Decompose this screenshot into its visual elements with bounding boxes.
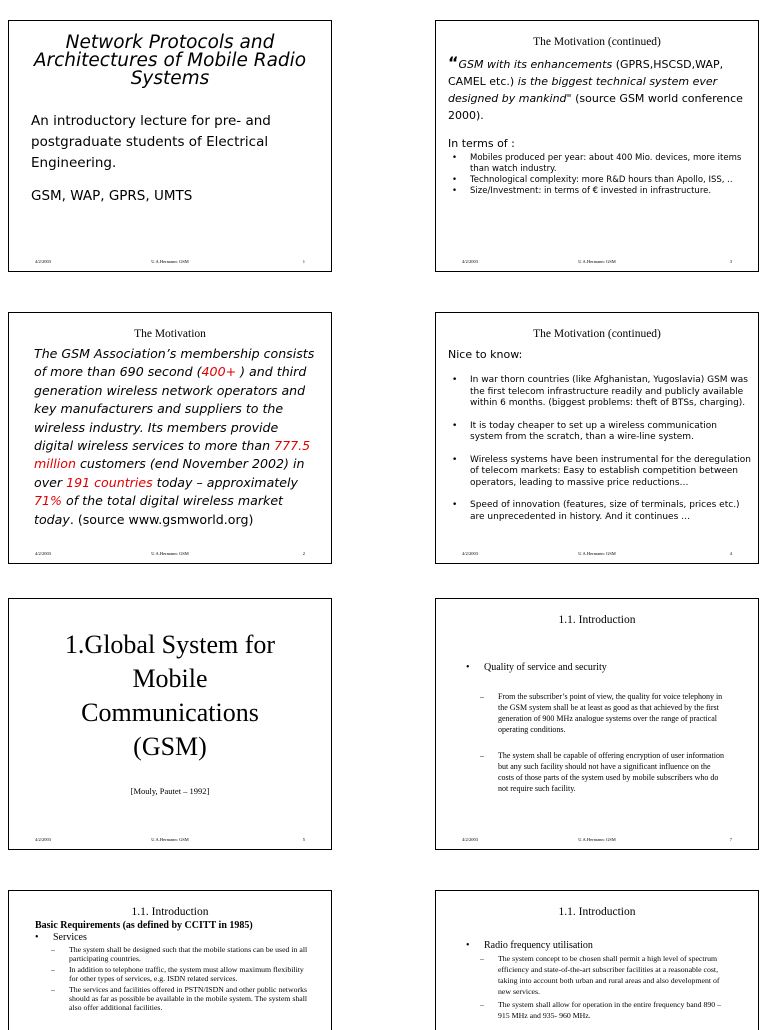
slide-title: The Motivation (continued) (533, 328, 661, 340)
list-item: • Mobiles produced per year: about 400 Mio. devices, more items than watch industry. (448, 153, 744, 175)
highlight-customers: 777.5 million (34, 438, 311, 472)
list-item: • Wireless systems have been instrumental for the deregulation of telecom markets: Easy to establish competition between operators, leading to massive price reductions… (448, 455, 752, 490)
sub-item: – The system shall allow for operation in the entire frequency band 890 – 915 MHz and 935- 960 MHz. (476, 999, 728, 1021)
slide-title: Network Protocols and Architectures of Mobile Radio Systems (33, 32, 307, 89)
slide-number: 1 (302, 259, 305, 264)
slide-title: 1.1. Introduction (558, 614, 636, 626)
slide-1 (8, 20, 332, 272)
slide-title: 1.1. Introduction (131, 906, 209, 918)
terms-label: In terms of : (448, 137, 515, 150)
intro-text: Nice to know: (448, 348, 523, 361)
list-item: • Quality of service and security (462, 662, 746, 673)
bullet-list (448, 153, 744, 197)
slide-footer (436, 837, 758, 845)
slide-number: 3 (729, 259, 732, 264)
footer-author: U.A.Hermann: GSM (151, 837, 189, 842)
slide-number: 5 (302, 837, 305, 842)
sub-list (476, 953, 728, 1021)
text-run: today – approximately (152, 474, 298, 490)
list-item: • It is today cheaper to set up a wireless communication system from the scratch, than a wire-line system. (448, 421, 752, 444)
slide-body (34, 345, 321, 529)
slide-4 (435, 312, 759, 564)
slide-footer (436, 551, 758, 559)
footer-date: 4/2/2003 (35, 837, 52, 842)
quote-part: (GPRS,HSCSD,WAP, CAMEL etc.) (448, 58, 724, 88)
slide-title: The Motivation (continued) (533, 36, 661, 48)
section-heading: Basic Requirements (as defined by CCITT in 1985) (35, 920, 253, 931)
list-item: • Services (31, 932, 321, 943)
sub-item: – The system shall be designed such that the mobile stations can be used in all participating countries. (47, 945, 313, 963)
sub-item: – The system shall be capable of offering encryption of user information but any such facility should not have a significant influence on the costs of those parts of the system used by mobile subscribers who do not require such facility. (476, 750, 728, 794)
list-item: • In war thorn countries (like Afghanistan, Yugoslavia) GSM was the first telecom infrastructure readily and publicly available within 6 months. (biggest problems: theft of BTSs, charging). (448, 375, 752, 410)
slide-radio-frequency (435, 890, 759, 1030)
sub-item: – The services and facilities offered in PSTN/ISDN and other public networks should as far as possible be available in the mobile system. The system shall also offer additional facilities. (47, 985, 313, 1012)
slide-5 (8, 598, 332, 850)
slide-footer (436, 259, 758, 267)
sub-item: – In addition to telephone traffic, the system must allow maximum flexibility for other types of services, e.g. ISDN related services. (47, 965, 313, 983)
slide-7 (435, 598, 759, 850)
sub-list (476, 691, 728, 794)
text-run: of the total digital wireless market today (34, 493, 283, 527)
footer-author: U.A.Hermann: GSM (578, 837, 616, 842)
slide-quote (448, 54, 744, 124)
list-item: • Technological complexity: more R&D hours than Apollo, ISS, .. (448, 175, 744, 186)
list-item: • Speed of innovation (features, size of terminals, prices etc.) are unprecedented in history. And it continues … (448, 500, 752, 523)
highlight-countries: 191 countries (66, 474, 153, 490)
footer-date: 4/2/2003 (462, 259, 479, 264)
sub-item: – The system concept to be chosen shall permit a high level of spectrum efficiency and state-of-the-art subscriber facilities at a reasonable cost, taking into account both urban and rural areas and also development of new services. (476, 953, 728, 997)
footer-date: 4/2/2003 (35, 551, 52, 556)
quote-part: GSM with its enhancements (458, 58, 616, 71)
quote-mark: “ (448, 53, 459, 72)
highlight-market-share: 71% (34, 493, 62, 509)
footer-author: U.A.Hermann: GSM (578, 259, 616, 264)
reference: [Mouly, Pautet – 1992] (130, 786, 210, 796)
footer-date: 4/2/2003 (35, 259, 52, 264)
slide-number: 2 (302, 551, 305, 556)
highlight-member-count: 400+ (201, 364, 237, 380)
slide-number: 4 (729, 551, 732, 556)
slide-basic-requirements (8, 890, 332, 1030)
bullet-list (31, 932, 321, 943)
list-item: • Size/Investment: in terms of € invested in infrastructure. (448, 186, 744, 197)
slide-body: An introductory lecture for pre- and postgraduate students of Electrical Engineering. (31, 113, 271, 171)
text-run: The GSM Association’s membership consists of more than 690 second ( (34, 346, 315, 380)
footer-date: 4/2/2003 (462, 837, 479, 842)
sub-item: – From the subscriber’s point of view, the quality for voice telephony in the GSM system shall be at least as good as that achieved by the first generation of 900 MHz analogue systems over the range of practical operating conditions. (476, 691, 728, 735)
text-run: ) and third generation wireless network operators and key manufacturers and suppliers to the wireless industry. Its members provide digital wireless services to more than (34, 364, 307, 454)
slide-2 (8, 312, 332, 564)
source-note: . (source www.gsmworld.org) (69, 511, 254, 527)
slide-footer (9, 551, 331, 559)
quote-part: is the biggest technical system ever designed by mankind (448, 75, 718, 105)
slide-body-keywords: GSM, WAP, GPRS, UMTS (31, 188, 193, 204)
list-item: • Radio frequency utilisation (462, 940, 746, 951)
bullet-list (462, 662, 746, 673)
footer-author: U.A.Hermann: GSM (151, 259, 189, 264)
bullet-list (462, 940, 746, 951)
footer-date: 4/2/2003 (462, 551, 479, 556)
slide-title: The Motivation (134, 328, 206, 340)
bullet-list (448, 375, 752, 523)
footer-author: U.A.Hermann: GSM (578, 551, 616, 556)
footer-author: U.A.Hermann: GSM (151, 551, 189, 556)
slide-footer (9, 837, 331, 845)
slide-3 (435, 20, 759, 272)
slide-title: 1.1. Introduction (558, 906, 636, 918)
slide-number: 7 (729, 837, 732, 842)
text-run: customers (end November 2002) in over (34, 456, 305, 490)
sub-list (47, 945, 313, 1012)
slide-footer (9, 259, 331, 267)
slide-title: 1.Global System for Mobile Communications (GSM) (64, 630, 276, 761)
quote-source: " (source GSM world conference 2000). (448, 92, 743, 122)
